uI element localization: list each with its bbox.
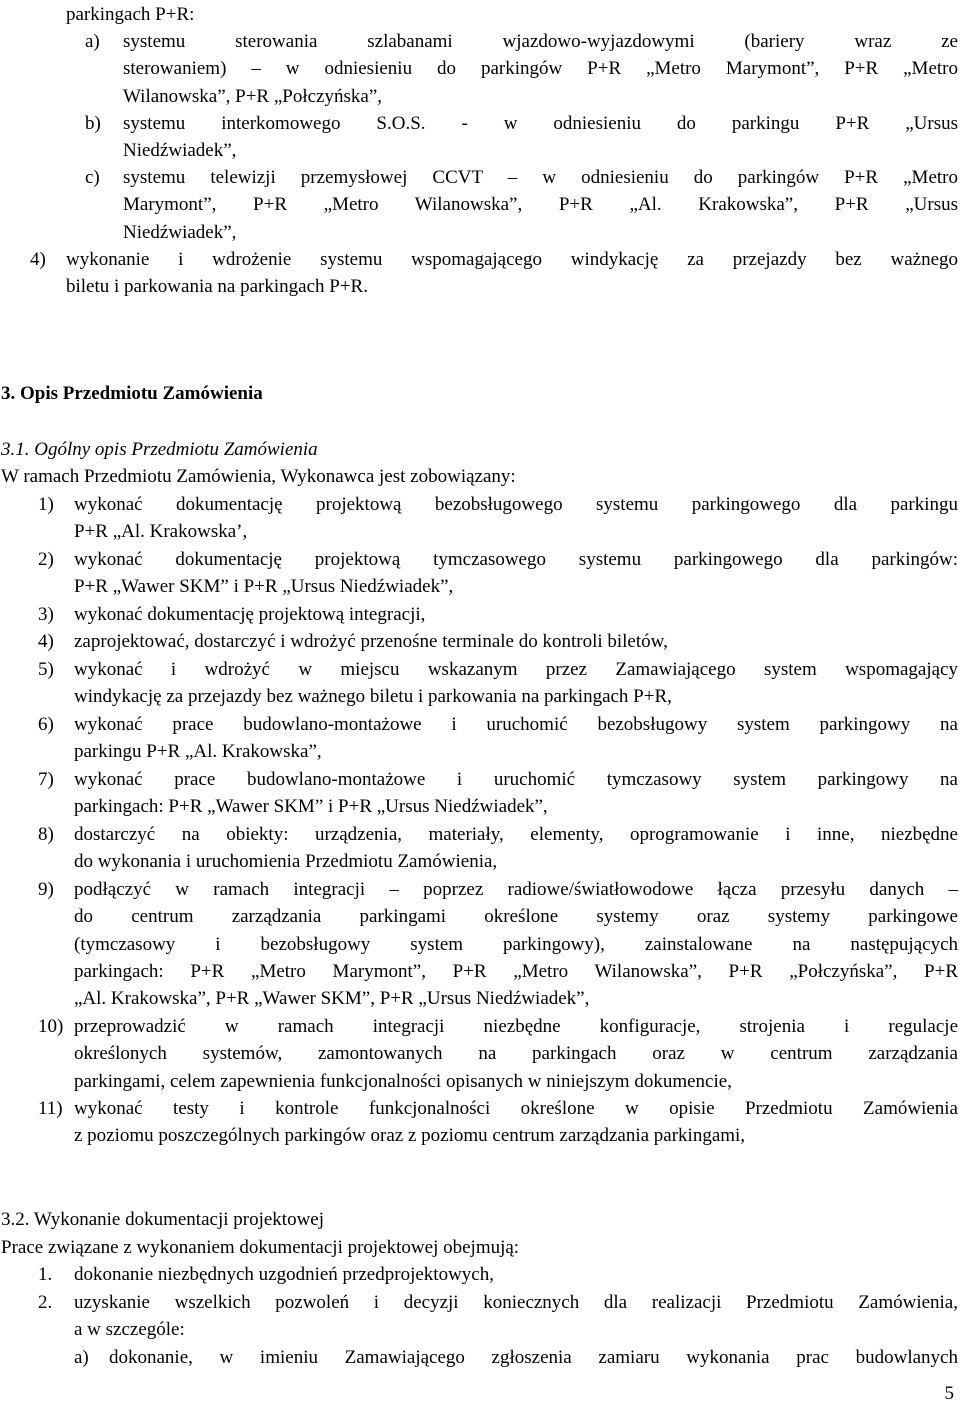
list-item-text: wykonać dokumentację projektową integracji, <box>74 604 426 625</box>
section-3-1-lead: W ramach Przedmiotu Zamówienia, Wykonawca jest zobowiązany: <box>1 466 516 487</box>
list-marker: 4) <box>38 631 54 652</box>
section-3-2-lead: Prace związane z wykonaniem dokumentacji projektowej obejmują: <box>1 1237 520 1258</box>
list-item <box>38 711 958 766</box>
list-marker: c) <box>85 167 100 188</box>
list-item-text: dokonanie, w imieniu Zamawiającego zgłoszenia zamiaru wykonania prac budowlanych <box>109 1347 958 1368</box>
list-item-text: wykonać dokumentację projektową tymczasowego systemu parkingowego dla parkingów: P+R „Wawer SKM” i P+R „Ursus Niedźwiadek”, <box>74 549 958 598</box>
list-item <box>38 766 958 821</box>
list-item-text: systemu interkomowego S.O.S. - w odniesieniu do parkingu P+R „Ursus Niedźwiadek”, <box>123 113 958 162</box>
list-marker: a) <box>85 31 100 52</box>
list-item <box>74 1344 958 1371</box>
list-item-text: systemu sterowania szlabanami wjazdowo-wyjazdowymi (bariery wraz ze sterowaniem) – w odniesieniu do parkingów P+R „Metro Marymont”, P+R „Metro Wilanowska”, P+R „Połczyńska”, <box>123 31 958 107</box>
list-item-text: wykonać i wdrożyć w miejscu wskazanym przez Zamawiającego system wspomagający windykację za przejazdy bez ważnego biletu i parkowania na parkingach P+R, <box>74 659 958 708</box>
list-marker: 11) <box>38 1098 63 1119</box>
list-item-text: systemu telewizji przemysłowej CCVT – w odniesieniu do parkingów P+R „Metro Marymont”, P+R „Metro Wilanowska”, P+R „Al. Krakowska”, P+R „Ursus Niedźwiadek”, <box>123 167 958 243</box>
page-number: 5 <box>944 1382 954 1404</box>
list-item-text: uzyskanie wszelkich pozwoleń i decyzji koniecznych dla realizacji Przedmiotu Zamówienia, a w szczególe: <box>74 1292 958 1341</box>
list-marker: 7) <box>38 769 54 790</box>
list-item <box>38 656 958 711</box>
list-item <box>30 246 958 301</box>
list-item-text: wykonać testy i kontrole funkcjonalności określone w opisie Przedmiotu Zamówienia z poziomu poszczególnych parkingów oraz z poziomu centrum zarządzania parkingami, <box>74 1098 958 1147</box>
list-marker: 1) <box>38 494 54 515</box>
list-marker: a) <box>74 1347 89 1368</box>
list-item-text: podłączyć w ramach integracji – poprzez radiowe/światłowodowe łącza przesyłu danych – do centrum zarządzania parkingami określone systemy oraz systemy parkingowe (tymczasowy i bezobsługowy system parkingowy), zainstalowane na następujących parkingach: P+R „Metro Marymont”, P+R „Metro Wilanowska”, P+R „Połczyńska”, P+R „Al. Krakowska”, P+R „Wawer SKM”, P+R „Ursus Niedźwiadek”, <box>74 879 958 1010</box>
list-marker: b) <box>85 113 101 134</box>
list-marker: 1. <box>38 1264 53 1285</box>
list-item <box>85 28 958 110</box>
intro-line: parkingach P+R: <box>66 4 195 25</box>
list-marker: 3) <box>38 604 54 625</box>
list-item <box>38 1095 958 1150</box>
section-3-1-heading: 3.1. Ogólny opis Przedmiotu Zamówienia <box>1 439 318 460</box>
list-item <box>38 546 958 601</box>
list-item-text: wykonać dokumentację projektową bezobsługowego systemu parkingowego dla parkingu P+R „Al. Krakowska’, <box>74 494 958 543</box>
list-item-text: dostarczyć na obiekty: urządzenia, materiały, elementy, oprogramowanie i inne, niezbędne do wykonania i uruchomienia Przedmiotu Zamówienia, <box>74 824 958 873</box>
list-item-text: wykonać prace budowlano-montażowe i uruchomić bezobsługowy system parkingowy na parkingu P+R „Al. Krakowska”, <box>74 714 958 763</box>
list-marker: 10) <box>38 1016 64 1037</box>
list-item <box>85 110 958 165</box>
section-3-2-heading: 3.2. Wykonanie dokumentacji projektowej <box>1 1209 325 1230</box>
list-item <box>38 821 958 876</box>
list-marker: 9) <box>38 879 54 900</box>
list-marker: 4) <box>30 249 46 270</box>
list-item <box>38 876 958 1012</box>
list-item <box>38 628 958 655</box>
list-item-text: dokonanie niezbędnych uzgodnień przedprojektowych, <box>74 1264 494 1285</box>
list-item <box>38 601 958 628</box>
list-item <box>85 164 958 246</box>
list-marker: 2) <box>38 549 54 570</box>
list-item <box>38 1289 958 1344</box>
list-item-text: wykonanie i wdrożenie systemu wspomagającego windykację za przejazdy bez ważnego biletu i parkowania na parkingach P+R. <box>66 249 958 298</box>
list-item-text: przeprowadzić w ramach integracji niezbędne konfiguracje, strojenia i regulacje określonych systemów, zamontowanych na parkingach oraz w centrum zarządzania parkingami, celem zapewnienia funkcjonalności opisanych w niniejszym dokumencie, <box>74 1016 958 1092</box>
list-item-text: wykonać prace budowlano-montażowe i uruchomić tymczasowy system parkingowy na parkingach: P+R „Wawer SKM” i P+R „Ursus Niedźwiadek”, <box>74 769 958 818</box>
section-3-heading: 3. Opis Przedmiotu Zamówienia <box>1 383 263 404</box>
list-item <box>38 491 958 546</box>
list-marker: 6) <box>38 714 54 735</box>
list-item-text: zaprojektować, dostarczyć i wdrożyć przenośne terminale do kontroli biletów, <box>74 631 668 652</box>
list-marker: 2. <box>38 1292 53 1313</box>
list-marker: 8) <box>38 824 54 845</box>
list-item <box>38 1013 958 1095</box>
list-item <box>38 1261 958 1288</box>
list-marker: 5) <box>38 659 54 680</box>
